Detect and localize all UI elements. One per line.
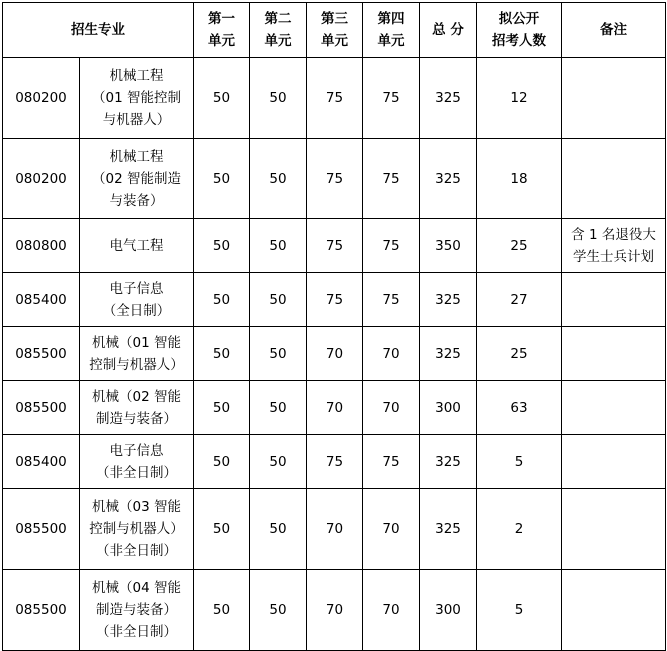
header-total: 总 分 bbox=[420, 3, 477, 58]
score-total: 300 bbox=[420, 570, 477, 651]
quota-count: 12 bbox=[477, 58, 562, 139]
score-unit1: 50 bbox=[194, 435, 250, 489]
table-row bbox=[3, 570, 666, 651]
major-name bbox=[80, 327, 194, 381]
note-line: 学生士兵计划 bbox=[573, 248, 654, 265]
score-unit2: 50 bbox=[250, 489, 307, 570]
major-name-line: 电子信息 bbox=[109, 280, 164, 297]
score-total: 325 bbox=[420, 58, 477, 139]
score-unit1: 50 bbox=[194, 327, 250, 381]
major-code: 085400 bbox=[3, 273, 80, 327]
major-name bbox=[80, 435, 194, 489]
header-major: 招生专业 bbox=[3, 3, 194, 58]
score-total: 325 bbox=[420, 327, 477, 381]
score-unit1: 50 bbox=[194, 58, 250, 139]
score-unit4: 75 bbox=[363, 139, 420, 219]
major-name-line: 电气工程 bbox=[109, 237, 164, 254]
score-total: 325 bbox=[420, 139, 477, 219]
major-code: 085400 bbox=[3, 435, 80, 489]
score-unit2: 50 bbox=[250, 273, 307, 327]
score-unit4: 75 bbox=[363, 273, 420, 327]
quota-count: 27 bbox=[477, 273, 562, 327]
major-code: 085500 bbox=[3, 570, 80, 651]
score-unit2: 50 bbox=[250, 219, 307, 273]
score-unit4: 70 bbox=[363, 489, 420, 570]
major-code: 085500 bbox=[3, 381, 80, 435]
major-name-line: （非全日制） bbox=[96, 464, 177, 481]
major-name bbox=[80, 381, 194, 435]
major-name bbox=[80, 570, 194, 651]
table-row bbox=[3, 219, 666, 273]
table-row bbox=[3, 489, 666, 570]
major-name-line: 机械工程 bbox=[109, 68, 164, 84]
score-unit4: 75 bbox=[363, 58, 420, 139]
major-name-line: （02 智能制造 bbox=[92, 170, 181, 187]
score-unit3: 70 bbox=[307, 570, 363, 651]
quota-count: 5 bbox=[477, 570, 562, 651]
major-name bbox=[80, 489, 194, 570]
note-cell bbox=[562, 435, 666, 489]
admission-table bbox=[2, 2, 666, 651]
quota-count: 25 bbox=[477, 219, 562, 273]
score-unit4: 75 bbox=[363, 219, 420, 273]
note-line: 含 1 名退役大 bbox=[571, 226, 656, 243]
major-name bbox=[80, 139, 194, 219]
quota-count: 25 bbox=[477, 327, 562, 381]
score-unit2: 50 bbox=[250, 570, 307, 651]
score-unit2: 50 bbox=[250, 327, 307, 381]
major-name-line: 机械（03 智能 bbox=[92, 499, 181, 515]
score-unit1: 50 bbox=[194, 139, 250, 219]
note-cell bbox=[562, 219, 666, 273]
score-unit1: 50 bbox=[194, 489, 250, 570]
major-code: 085500 bbox=[3, 327, 80, 381]
score-unit1: 50 bbox=[194, 273, 250, 327]
table-row bbox=[3, 58, 666, 139]
header-unit3: 第三 单元 bbox=[307, 3, 363, 58]
table-row bbox=[3, 273, 666, 327]
major-code: 080200 bbox=[3, 139, 80, 219]
score-total: 325 bbox=[420, 273, 477, 327]
table-row bbox=[3, 381, 666, 435]
major-name-line: 控制与机器人） bbox=[89, 356, 184, 373]
note-cell bbox=[562, 139, 666, 219]
major-name-line: 机械（04 智能 bbox=[92, 580, 181, 596]
score-unit3: 70 bbox=[307, 381, 363, 435]
score-unit2: 50 bbox=[250, 58, 307, 139]
table-row bbox=[3, 327, 666, 381]
score-unit1: 50 bbox=[194, 570, 250, 651]
major-code: 080200 bbox=[3, 58, 80, 139]
header-unit2: 第二 单元 bbox=[250, 3, 307, 58]
header-quota: 拟公开 招考人数 bbox=[477, 3, 562, 58]
score-total: 350 bbox=[420, 219, 477, 273]
major-name-line: 电子信息 bbox=[109, 442, 164, 459]
major-name-line: （01 智能控制 bbox=[92, 90, 181, 106]
note-cell bbox=[562, 273, 666, 327]
major-name-line: 制造与装备） bbox=[96, 602, 177, 618]
score-unit2: 50 bbox=[250, 139, 307, 219]
note-cell bbox=[562, 58, 666, 139]
major-name bbox=[80, 219, 194, 273]
major-name-line: 机械工程 bbox=[109, 148, 164, 165]
major-name-line: （全日制） bbox=[102, 302, 171, 319]
score-unit3: 75 bbox=[307, 58, 363, 139]
major-name-line: 与装备） bbox=[109, 192, 164, 209]
score-unit4: 75 bbox=[363, 435, 420, 489]
score-total: 325 bbox=[420, 489, 477, 570]
header-unit1: 第一 单元 bbox=[194, 3, 250, 58]
quota-count: 5 bbox=[477, 435, 562, 489]
note-cell bbox=[562, 327, 666, 381]
score-unit3: 70 bbox=[307, 327, 363, 381]
major-name-line: 制造与装备） bbox=[96, 410, 177, 427]
table-row bbox=[3, 139, 666, 219]
score-unit3: 70 bbox=[307, 489, 363, 570]
major-name-line: 与机器人） bbox=[102, 112, 171, 128]
score-unit1: 50 bbox=[194, 381, 250, 435]
note-cell bbox=[562, 489, 666, 570]
score-unit3: 75 bbox=[307, 273, 363, 327]
major-name-line: 机械（02 智能 bbox=[92, 388, 181, 405]
major-name-line: （非全日制） bbox=[96, 543, 177, 559]
score-unit2: 50 bbox=[250, 381, 307, 435]
major-code: 085500 bbox=[3, 489, 80, 570]
major-name-line: 机械（01 智能 bbox=[92, 334, 181, 351]
quota-count: 18 bbox=[477, 139, 562, 219]
header-note: 备注 bbox=[562, 3, 666, 58]
major-code: 080800 bbox=[3, 219, 80, 273]
score-total: 300 bbox=[420, 381, 477, 435]
header-row bbox=[3, 3, 666, 58]
score-unit4: 70 bbox=[363, 381, 420, 435]
score-unit3: 75 bbox=[307, 435, 363, 489]
score-unit2: 50 bbox=[250, 435, 307, 489]
quota-count: 2 bbox=[477, 489, 562, 570]
major-name-line: 控制与机器人） bbox=[89, 521, 184, 537]
score-unit4: 70 bbox=[363, 570, 420, 651]
score-unit3: 75 bbox=[307, 219, 363, 273]
major-name bbox=[80, 273, 194, 327]
score-unit3: 75 bbox=[307, 139, 363, 219]
header-unit4: 第四 单元 bbox=[363, 3, 420, 58]
score-total: 325 bbox=[420, 435, 477, 489]
major-name-line: （非全日制） bbox=[96, 624, 177, 640]
score-unit4: 70 bbox=[363, 327, 420, 381]
major-name bbox=[80, 58, 194, 139]
table-row bbox=[3, 435, 666, 489]
score-unit1: 50 bbox=[194, 219, 250, 273]
note-cell bbox=[562, 381, 666, 435]
note-cell bbox=[562, 570, 666, 651]
quota-count: 63 bbox=[477, 381, 562, 435]
